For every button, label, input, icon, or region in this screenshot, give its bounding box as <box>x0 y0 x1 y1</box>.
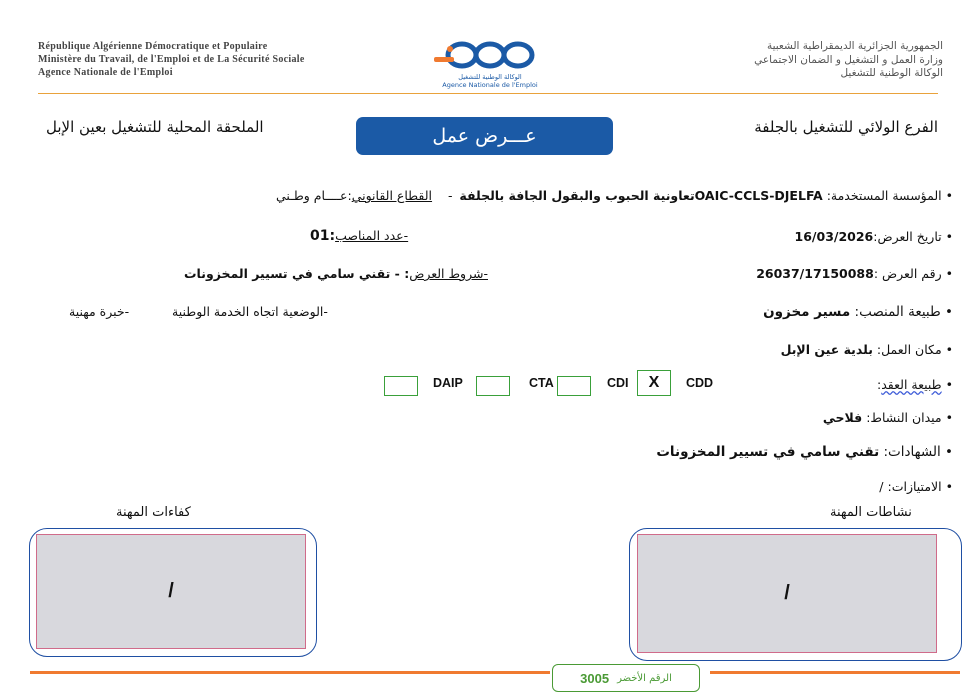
location-label: مكان العمل: <box>872 342 942 357</box>
diplomas-value: تقني سامي في تسيير المخزونات <box>656 444 880 460</box>
contract-checkbox-daip[interactable] <box>476 376 510 396</box>
logo-caption-fr: Agence Nationale de l'Emploi <box>442 81 538 89</box>
contract-type-daip: DAIP <box>433 376 463 390</box>
position-value: مسير مخزون <box>763 304 851 320</box>
bullet: • <box>941 410 953 425</box>
military-status: -الوضعية اتجاه الخدمة الوطنية <box>172 304 328 319</box>
bullet: • <box>941 342 953 357</box>
header-divider <box>38 93 938 94</box>
contract-checkbox-cdi[interactable] <box>637 370 671 396</box>
offer-number-row <box>756 266 953 281</box>
positions-row <box>310 228 408 244</box>
skills-value: / <box>168 580 174 602</box>
conditions-label: -شروط العرض <box>409 266 488 281</box>
date-value: 16/03/2026 <box>794 229 874 244</box>
footer-line-right <box>710 671 960 674</box>
positions-label: -عدد المناصب <box>335 228 409 243</box>
employer-name: تعاونية الحبوب والبقول الجافة بالجلفة <box>459 188 695 203</box>
bullet: • <box>940 444 953 460</box>
contract-label: طبيعة العقد <box>881 377 942 392</box>
privileges-value: / <box>879 479 884 494</box>
green-number-box <box>552 664 700 692</box>
sector-value: :عــــام وطـني <box>276 188 352 203</box>
date-row <box>795 229 953 244</box>
diplomas-row <box>656 444 953 460</box>
bullet: • <box>940 304 953 320</box>
location-row <box>781 342 953 357</box>
bullet: • <box>941 479 953 494</box>
footer-line-left <box>30 671 550 674</box>
bullet: • <box>941 377 953 392</box>
contract-type-cta: CTA <box>529 376 554 390</box>
position-row <box>763 304 953 320</box>
local-office: الملحقة المحلية للتشغيل بعين الإبل <box>46 118 264 136</box>
activities-title: نشاطات المهنة <box>830 505 912 520</box>
contract-checkbox-cta[interactable] <box>557 376 591 396</box>
contract-colon: : <box>877 377 882 392</box>
skills-title: كفاءات المهنة <box>116 505 191 520</box>
logo-caption <box>432 73 548 89</box>
sector-sep: - <box>447 188 453 203</box>
positions-value: :01 <box>310 228 336 244</box>
bullet: • <box>941 229 953 244</box>
green-number-label: الرقم الأخضر <box>617 672 672 684</box>
activities-content <box>637 534 937 653</box>
skills-panel <box>29 528 317 657</box>
green-number-value: 3005 <box>580 670 610 686</box>
field-label: ميدان النشاط: <box>862 410 942 425</box>
contract-type-cdi: CDI <box>607 376 629 390</box>
bullet: • <box>941 188 953 203</box>
activities-value: / <box>784 582 790 604</box>
page-title: عـــرض عمل <box>356 117 613 155</box>
header-fr-ministry: Ministère du Travail, de l'Emploi et de La Sécurité Sociale <box>38 54 305 65</box>
location-value: بلدية عين الإبل <box>780 342 873 357</box>
logo-caption-ar: الوكالة الوطنية للتشغيل <box>458 73 522 81</box>
offer-number-label: رقم العرض : <box>873 266 942 281</box>
contract-checkbox-extra[interactable] <box>384 376 418 396</box>
regional-office: الفرع الولائي للتشغيل بالجلفة <box>754 118 938 136</box>
conditions-row <box>184 266 488 281</box>
skills-content <box>36 534 306 649</box>
header-ar-agency: الوكالة الوطنية للتشغيل <box>840 67 943 79</box>
header-ar-republic: الجمهورية الجزائرية الديمقراطية الشعبية <box>766 40 943 52</box>
privileges-row <box>879 479 953 494</box>
conditions-value: : - تقني سامي في تسيير المخزونات <box>184 266 410 281</box>
header-ar-ministry: وزارة العمل و التشغيل و الضمان الاجتماعي <box>754 53 943 66</box>
header-french <box>38 40 305 79</box>
employer-code: OAIC-CCLS-DJELFA <box>694 188 823 203</box>
employer-row <box>459 188 953 203</box>
header-arabic <box>543 40 943 81</box>
contract-type-cdd: CDD <box>686 376 714 390</box>
date-label: تاريخ العرض: <box>873 229 942 244</box>
position-label: طبيعة المنصب: <box>850 304 941 320</box>
sector-label: القطاع القانوني <box>351 188 433 203</box>
privileges-label: الامتيازات: <box>883 479 942 494</box>
check-mark-icon: X <box>648 374 660 391</box>
employer-label: المؤسسة المستخدمة: <box>822 188 942 203</box>
header-fr-agency: Agence Nationale de l'Emploi <box>38 67 173 78</box>
bullet: • <box>941 266 953 281</box>
field-row <box>823 410 953 425</box>
contract-row <box>877 377 953 392</box>
experience: -خبرة مهنية <box>69 304 130 319</box>
header-fr-republic: République Algérienne Démocratique et Populaire <box>38 41 268 52</box>
field-value: فلاحي <box>822 410 863 425</box>
diplomas-label: الشهادات: <box>879 444 941 460</box>
sector-row <box>276 188 452 203</box>
offer-number-value: 26037/17150088 <box>756 266 874 281</box>
activities-panel <box>629 528 962 661</box>
anem-logo <box>428 38 552 90</box>
